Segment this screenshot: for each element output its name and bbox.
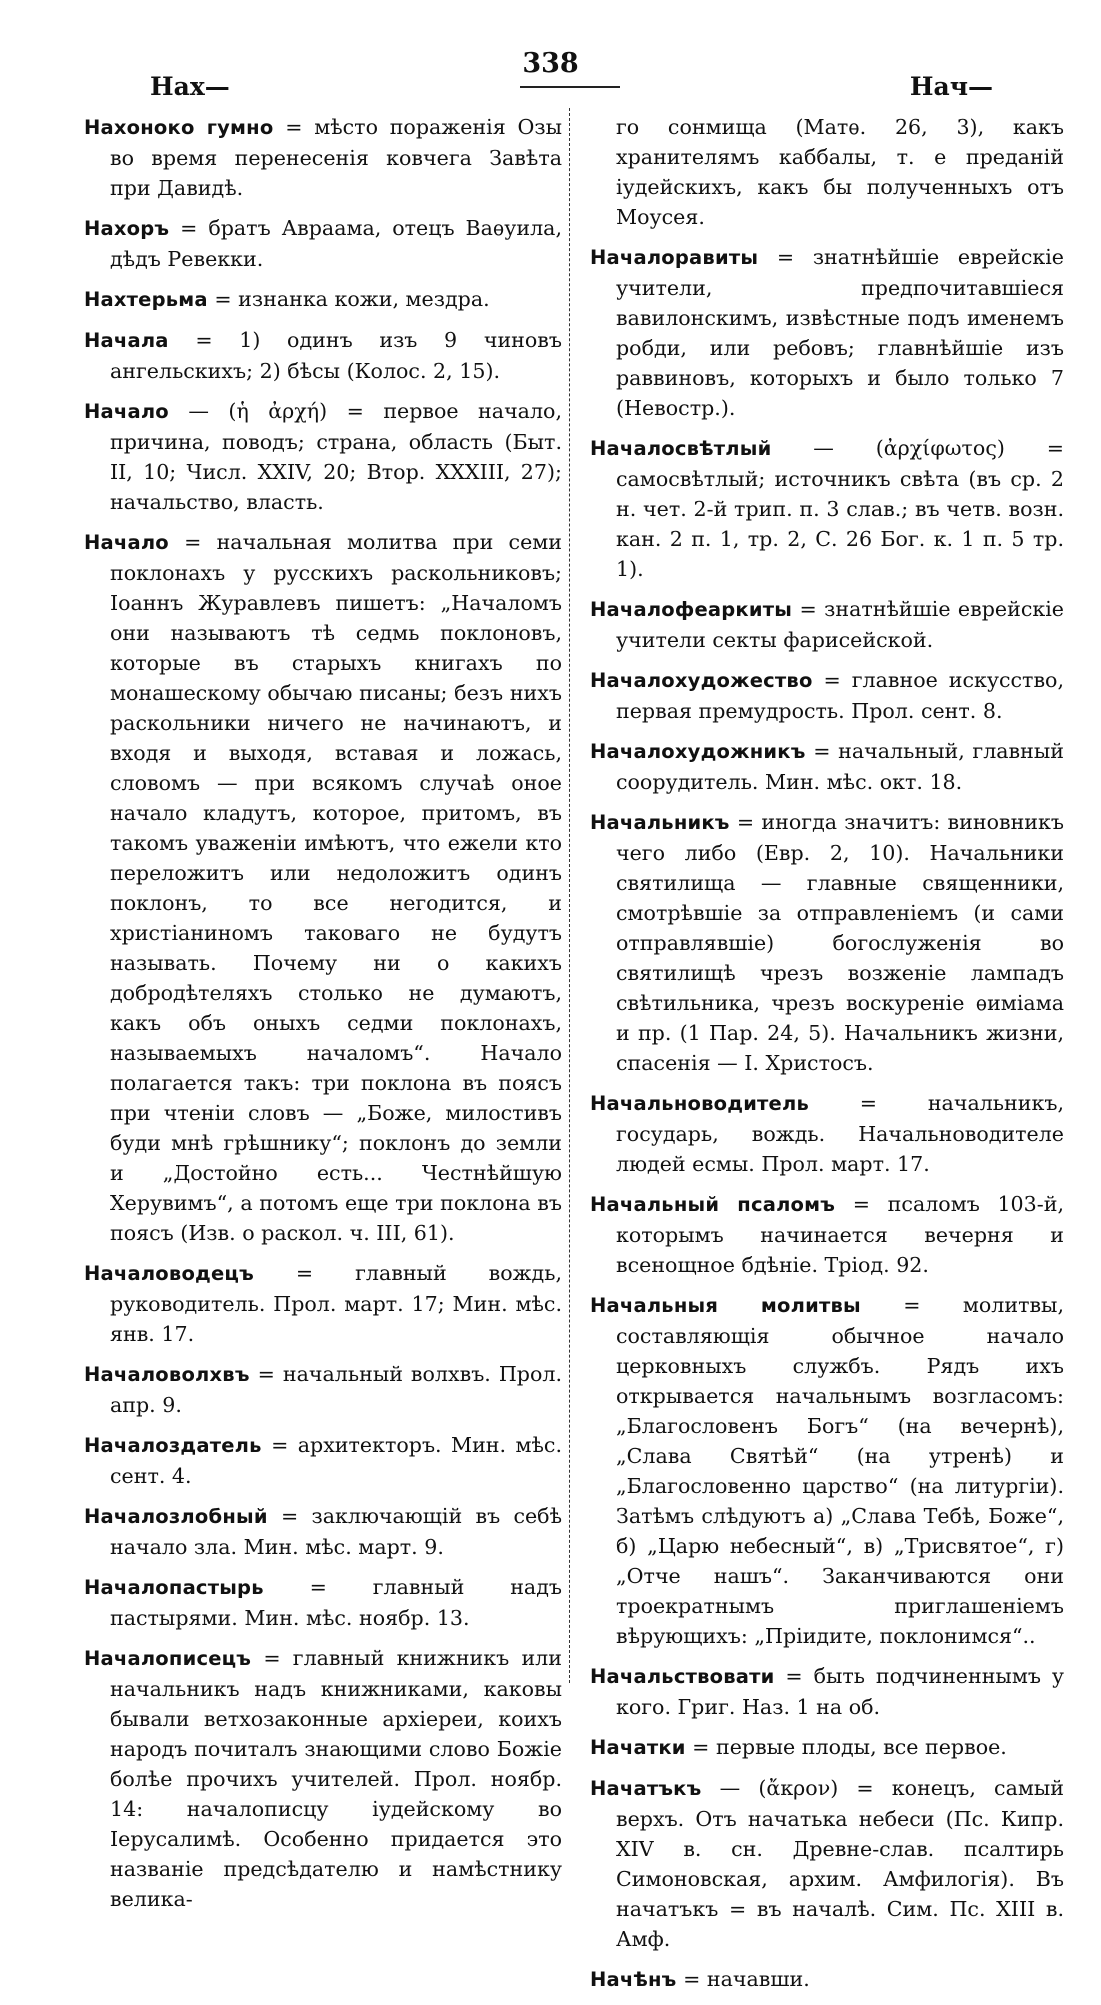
dictionary-entry (590, 1290, 1064, 1651)
dictionary-entry (84, 396, 562, 517)
entry-definition: = начальный, главный соорудитель. Мин. мѣс. окт. 18. (616, 739, 1064, 794)
dictionary-entry (84, 1572, 562, 1633)
entry-headword: Началописецъ (84, 1647, 252, 1670)
dictionary-entry (84, 325, 562, 386)
entry-headword: Начальствовати (590, 1665, 775, 1688)
entry-definition: = главный вождь, руководитель. Прол. март. 17; Мин. мѣс. янв. 17. (110, 1261, 562, 1346)
running-head-left: Нах— (150, 72, 230, 101)
right-column (590, 112, 1064, 2005)
entry-headword: Нахоноко гумно (84, 116, 274, 139)
dictionary-entry (590, 112, 1064, 232)
dictionary-entry (590, 807, 1064, 1078)
entry-definition: — (ἄκρον) = конецъ, самый верхъ. Отъ начатька небеси (Пс. Кипр. XIV в. сн. Древне-слав. псалтирь Симоновская, архим. Амфилогія). Въ начатъкъ = въ началѣ. Сим. Пс. XIII в. Амф. (616, 1776, 1064, 1951)
entry-definition: = знатнѣйшіе еврейскіе учители, предпочитавшіеся вавилонскимъ, извѣстные подъ именемъ робди, или ребовъ; главнѣйшіе изъ раввиновъ, которыхъ и было только 7 (Невостр.). (616, 245, 1064, 420)
entry-definition: = иногда значитъ: виновникъ чего либо (Евр. 2, 10). Начальники святилища — главные священники, смотрѣвшіе за отправленіемъ (и сами отправлявшіе) богослуженія во святилищѣ чрезъ возженіе лампадъ свѣтильника, чрезъ воскуреніе ѳиміама и пр. (1 Пар. 24, 5). Начальникъ жизни, спасенія — І. Христосъ. (616, 810, 1064, 1075)
entry-definition: = братъ Авраама, отецъ Ваѳуила, дѣдъ Ревекки. (110, 216, 562, 271)
entry-definition: го сонмища (Матѳ. 26, 3), какъ хранителямъ каббалы, т. е преданій іудейскихъ, какъ бы полученныхъ отъ Моусея. (616, 115, 1064, 229)
dictionary-entry (590, 1088, 1064, 1179)
dictionary-entry (590, 665, 1064, 726)
entry-definition: = псаломъ 103-й, которымъ начинается вечерня и всенощное бдѣніе. Тріод. 92. (616, 1192, 1064, 1277)
entry-headword: Началоздатель (84, 1434, 262, 1457)
entry-definition: = начальная молитва при семи поклонахъ у русскихъ раскольниковъ; Іоаннъ Журавлевъ пишетъ: „Началомъ они называютъ тѣ седмь поклоновъ, которые въ старыхъ книгахъ по монашескому обычаю писаны; безъ нихъ раскольники ничего не начинаютъ, и входя и выходя, вставая и ложась, словомъ — при всякомъ случаѣ оное начало кладутъ, которое, притомъ, въ такомъ уваженіи имѣютъ, что ежели кто переложитъ или недоложитъ одинъ поклонъ, то все негодится, и христіаниномъ таковаго не будутъ называть. Почему ни о какихъ добродѣтеляхъ столько не думаютъ, какъ объ оныхъ седми поклонахъ, называемыхъ началомъ“. Начало полагается такъ: три поклона въ поясъ при чтеніи словъ — „Боже, милостивъ буди мнѣ грѣшнику“; поклонъ до земли и „Достойно есть... Честнѣйшую Херувимъ“, а потомъ еще три поклона въ поясъ (Изв. о раскол. ч. III, 61). (110, 530, 562, 1245)
dictionary-entry (590, 1732, 1064, 1763)
entry-definition: = быть подчиненнымъ у кого. Григ. Наз. 1 на об. (616, 1664, 1064, 1719)
dictionary-entry (590, 433, 1064, 584)
entry-headword: Началоволхвъ (84, 1363, 250, 1386)
entry-definition: = архитекторъ. Мин. мѣс. сент. 4. (110, 1433, 562, 1488)
left-column (84, 112, 562, 1924)
entry-headword: Началофеаркиты (590, 598, 793, 621)
entry-definition: = начальникъ, государь, вождь. Начальноводителе людей есмы. Прол. март. 17. (616, 1091, 1064, 1176)
dictionary-entry (84, 527, 562, 1248)
entry-headword: Начальникъ (590, 811, 730, 834)
entry-definition: — (ἀρχίφωτος) = самосвѣтлый; источникъ свѣта (въ ср. 2 н. чет. 2-й трип. п. 3 слав.; въ четв. возн. кан. 2 п. 1, тр. 2, С. 26 Бог. к. 1 п. 5 тр. 1). (616, 436, 1064, 581)
entry-headword: Начальныя молитвы (590, 1294, 861, 1317)
entry-definition: = мѣсто пораженія Озы во время перенесенія ковчега Завѣта при Давидѣ. (110, 115, 562, 200)
entry-definition: = начальный волхвъ. Прол. апр. 9. (110, 1362, 562, 1417)
entry-definition: = 1) одинъ изъ 9 чиновъ ангельскихъ; 2) бѣсы (Колос. 2, 15). (110, 328, 562, 383)
dictionary-entry (84, 1643, 562, 1914)
dictionary-entry (590, 736, 1064, 797)
dictionary-entry (84, 284, 562, 315)
entry-definition: = знатнѣйшіе еврейскіе учители секты фарисейской. (616, 597, 1064, 652)
dictionary-entry (590, 1773, 1064, 1954)
page-number-rule (520, 86, 620, 88)
running-head-right: Нач— (909, 72, 993, 101)
entry-headword: Началозлобный (84, 1505, 268, 1528)
entry-headword: Начатъкъ (590, 1777, 702, 1800)
entry-headword: Начѣнъ (590, 1968, 677, 1991)
entry-headword: Начатки (590, 1736, 686, 1759)
entry-definition: — (ἡ ἀρχή) = первое начало, причина, поводъ; страна, область (Быт. II, 10; Числ. XXIV, 20; Втор. XXXIII, 27); начальство, власть. (110, 399, 562, 514)
entry-definition: = изнанка кожи, мездра. (207, 287, 490, 311)
dictionary-entry (84, 112, 562, 203)
entry-definition: = главный надъ пастырями. Мин. мѣс. ноябр. 13. (110, 1575, 562, 1630)
column-divider (569, 108, 570, 1683)
entry-headword: Нахтерьма (84, 288, 208, 311)
dictionary-entry (590, 242, 1064, 423)
entry-definition: = первые плоды, все первое. (685, 1735, 1007, 1759)
entry-headword: Нахоръ (84, 217, 170, 240)
dictionary-entry (84, 1430, 562, 1491)
entry-headword: Началохудожникъ (590, 740, 806, 763)
entry-headword: Начало (84, 531, 169, 554)
entry-headword: Началосвѣтлый (590, 437, 772, 460)
entry-headword: Началохудожество (590, 669, 813, 692)
entry-definition: = заключающій въ себѣ начало зла. Мин. мѣс. март. 9. (110, 1504, 562, 1559)
page-number: 338 (522, 48, 579, 79)
entry-definition: = начавши. (676, 1967, 810, 1991)
entry-headword: Начальный псаломъ (590, 1193, 836, 1216)
entry-definition: = главное искусство, первая премудрость. Прол. сент. 8. (616, 668, 1064, 723)
entry-definition: = главный книжникъ или начальникъ надъ книжниками, каковы бывали ветхозаконные архіереи, коихъ народъ почиталъ знающими слово Божіе болѣе прочихъ учителей. Прол. ноябр. 14: началописцу іудейскому во Іерусалимѣ. Особенно придается это названіе предсѣдателю и намѣстнику велика- (110, 1646, 562, 1911)
entry-headword: Началоводецъ (84, 1262, 254, 1285)
entry-headword: Начала (84, 329, 169, 352)
dictionary-entry (84, 213, 562, 274)
dictionary-entry (84, 1359, 562, 1420)
dictionary-entry (590, 1661, 1064, 1722)
dictionary-entry (84, 1501, 562, 1562)
dictionary-entry (590, 1189, 1064, 1280)
dictionary-entry (590, 594, 1064, 655)
entry-headword: Началопастырь (84, 1576, 264, 1599)
entry-headword: Началоравиты (590, 246, 759, 269)
entry-definition: = молитвы, составляющія обычное начало церковныхъ службъ. Рядъ ихъ открывается начальнымъ возгласомъ: „Благословенъ Богъ“ (на вечернѣ), „Слава Святѣй“ (на утренѣ) и „Благословенно царство“ (на литургіи). Затѣмъ слѣдуютъ а) „Слава Тебѣ, Боже“, б) „Царю небесный“, в) „Трисвятое“, г) „Отче нашъ“. Заканчиваются они троекратнымъ приглашеніемъ вѣрующихъ: „Пріидите, поклонимся“.. (616, 1293, 1064, 1648)
entry-headword: Начальноводитель (590, 1092, 809, 1115)
dictionary-entry (84, 1258, 562, 1349)
entry-headword: Начало (84, 400, 169, 423)
dictionary-entry (590, 1964, 1064, 1995)
